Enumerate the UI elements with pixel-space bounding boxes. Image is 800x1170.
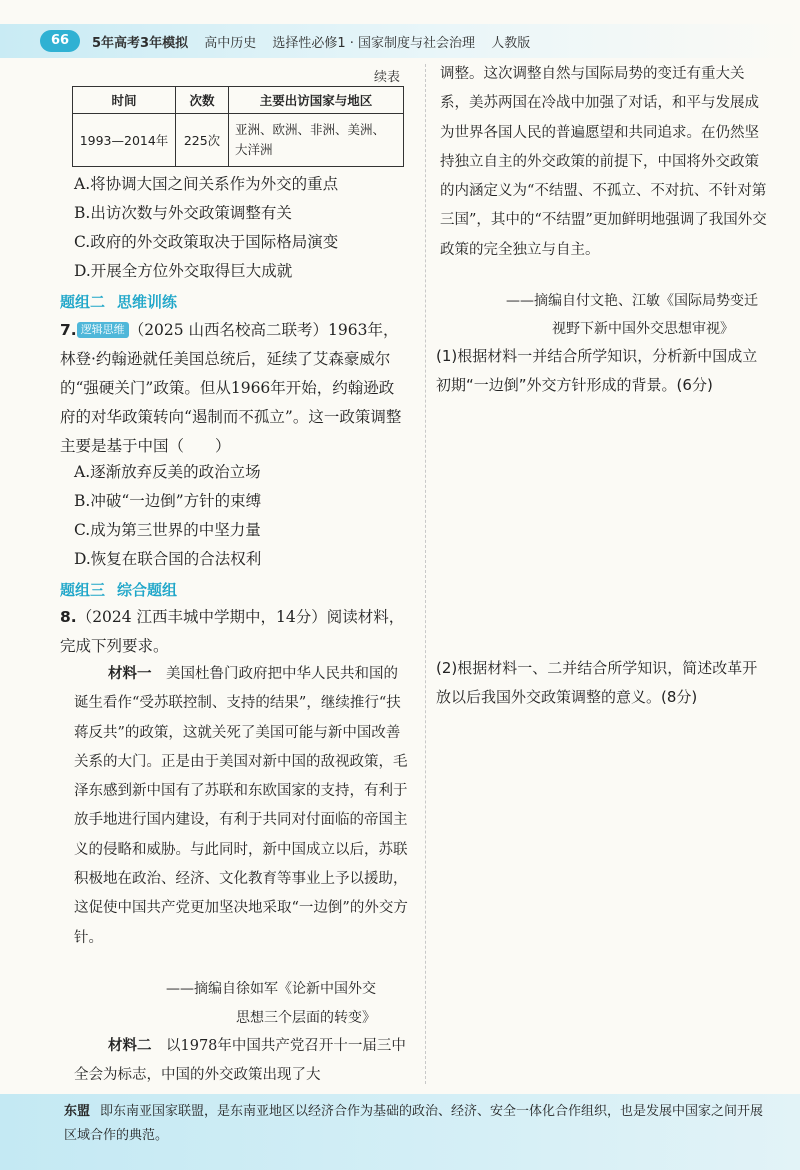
material-2-text-continued: 调整。这次调整自然与国际局势的变迁有重大关系，美苏两国在冷战中加强了对话，和平与发展成为世界各国人民的普遍愿望和共同追求。在仍然坚持独立自主的外交政策的前提下，中国将外交政策的内涵定义为“不结盟、不孤立、不对抗、不针对第三国”，其中的“不结盟”更加鲜明地强调了我国外交政策的完全独立与自主。 <box>440 66 767 258</box>
running-header <box>92 32 530 51</box>
q7-text: （2025 山西名校高二联考）1963年，林登·约翰逊就任美国总统后，延续了艾森豪威尔的“强硬关门”政策。但从1966年开始，约翰逊政府的对华政策转向“遏制而不孤立”。这一政策调整主要是基于中国（ ） <box>60 321 402 455</box>
q7-stem <box>60 316 408 461</box>
material-2-start <box>74 1032 408 1092</box>
footnote <box>64 1100 764 1148</box>
table-cell: 1993—2014年 <box>73 114 176 167</box>
logic-thinking-tag: 逻辑思维 <box>77 322 129 338</box>
group3-name: 综合题组 <box>117 581 178 599</box>
source-1-line2: 思想三个层面的转变》 <box>236 1010 376 1026</box>
visits-table <box>72 86 404 167</box>
material-2-label: 材料二 <box>108 1038 152 1054</box>
footnote-term: 东盟 <box>64 1104 91 1119</box>
material-1 <box>74 660 408 953</box>
material-1-text: 美国杜鲁门政府把中华人民共和国的诞生看作“受苏联控制、支持的结果”，继续推行“扶蒋反共”的政策，这就关死了美国可能与新中国改善关系的大门。正是由于美国对新中国的敌视政策，毛泽东感到新中国有了苏联和东欧国家的支持，有利于放手地进行国内建设，有利于共同对付面临的帝国主义的侵略和威胁。与此同时，新中国成立以后，苏联积极地在政治、经济、文化教育等事业上予以援助，这促使中国共产党更加坚决地采取“一边倒”的外交方针。 <box>74 666 408 946</box>
q8-stem <box>60 603 408 661</box>
q8-text: （2024 江西丰城中学期中，14分）阅读材料，完成下列要求。 <box>60 608 405 655</box>
source-2-line1: ——摘编自付文艳、江敏《国际局势变迁 <box>506 293 758 309</box>
table-header-cell: 主要出访国家与地区 <box>229 87 404 114</box>
table-header-row <box>73 87 404 114</box>
group2-name: 思维训练 <box>117 293 178 311</box>
table-continued-label: 续表 <box>374 70 401 85</box>
book-title: 5年高考3年模拟 <box>92 36 189 51</box>
group3-title: 题组三 <box>60 581 106 599</box>
q7-number: 7. <box>60 321 77 339</box>
footnote-text: 即东南亚国家联盟，是东南亚地区以经济合作为基础的政治、经济、安全一体化合作组织，也是发展中国家之间开展区域合作的典范。 <box>64 1104 764 1143</box>
q7-option-b[interactable]: B.冲破“一边倒”方针的束缚 <box>74 492 262 510</box>
q7-option-a[interactable]: A.逐渐放弃反美的政治立场 <box>74 463 261 481</box>
page-number: 66 <box>40 30 80 52</box>
column-divider <box>425 64 426 1084</box>
q7-option-c[interactable]: C.成为第三世界的中坚力量 <box>74 521 261 539</box>
q6-option-c[interactable]: C.政府的外交政策取决于国际格局演变 <box>74 233 339 251</box>
material-2-continued <box>440 60 770 294</box>
group3-heading <box>60 579 177 600</box>
q8-subquestion-2: (2)根据材料一、二并结合所学知识，简述改革开放以后我国外交政策调整的意义。(8分) <box>436 659 758 706</box>
q8-subquestion-1: (1)根据材料一并结合所学知识，分析新中国成立初期“一边倒”外交方针形成的背景。(6分) <box>436 347 758 394</box>
material-1-label: 材料一 <box>108 666 152 682</box>
table-header-cell: 时间 <box>73 87 176 114</box>
q8-number: 8. <box>60 608 77 626</box>
table-cell: 225次 <box>176 114 229 167</box>
material-2-text: 以1978年中国共产党召开十一届三中全会为标志，中国的外交政策出现了大 <box>74 1038 406 1084</box>
source-2-line2: 视野下新中国外交思想审视》 <box>552 321 734 337</box>
table-row <box>73 114 404 167</box>
group2-title: 题组二 <box>60 293 106 311</box>
q7-option-d[interactable]: D.恢复在联合国的合法权利 <box>74 550 262 568</box>
edition: 人教版 <box>491 36 531 51</box>
volume: 选择性必修1 · 国家制度与社会治理 <box>272 36 476 51</box>
q6-option-d[interactable]: D.开展全方位外交取得巨大成就 <box>74 262 293 280</box>
subject: 高中历史 <box>204 36 257 51</box>
q6-option-b[interactable]: B.出访次数与外交政策调整有关 <box>74 204 292 222</box>
q6-option-a[interactable]: A.将协调大国之间关系作为外交的重点 <box>74 175 339 193</box>
material-2-overflow <box>440 60 770 265</box>
source-1-line1: ——摘编自徐如军《论新中国外交 <box>166 981 376 997</box>
table-header-cell: 次数 <box>176 87 229 114</box>
group2-heading <box>60 291 177 312</box>
table-cell: 亚洲、欧洲、非洲、美洲、大洋洲 <box>229 114 404 167</box>
